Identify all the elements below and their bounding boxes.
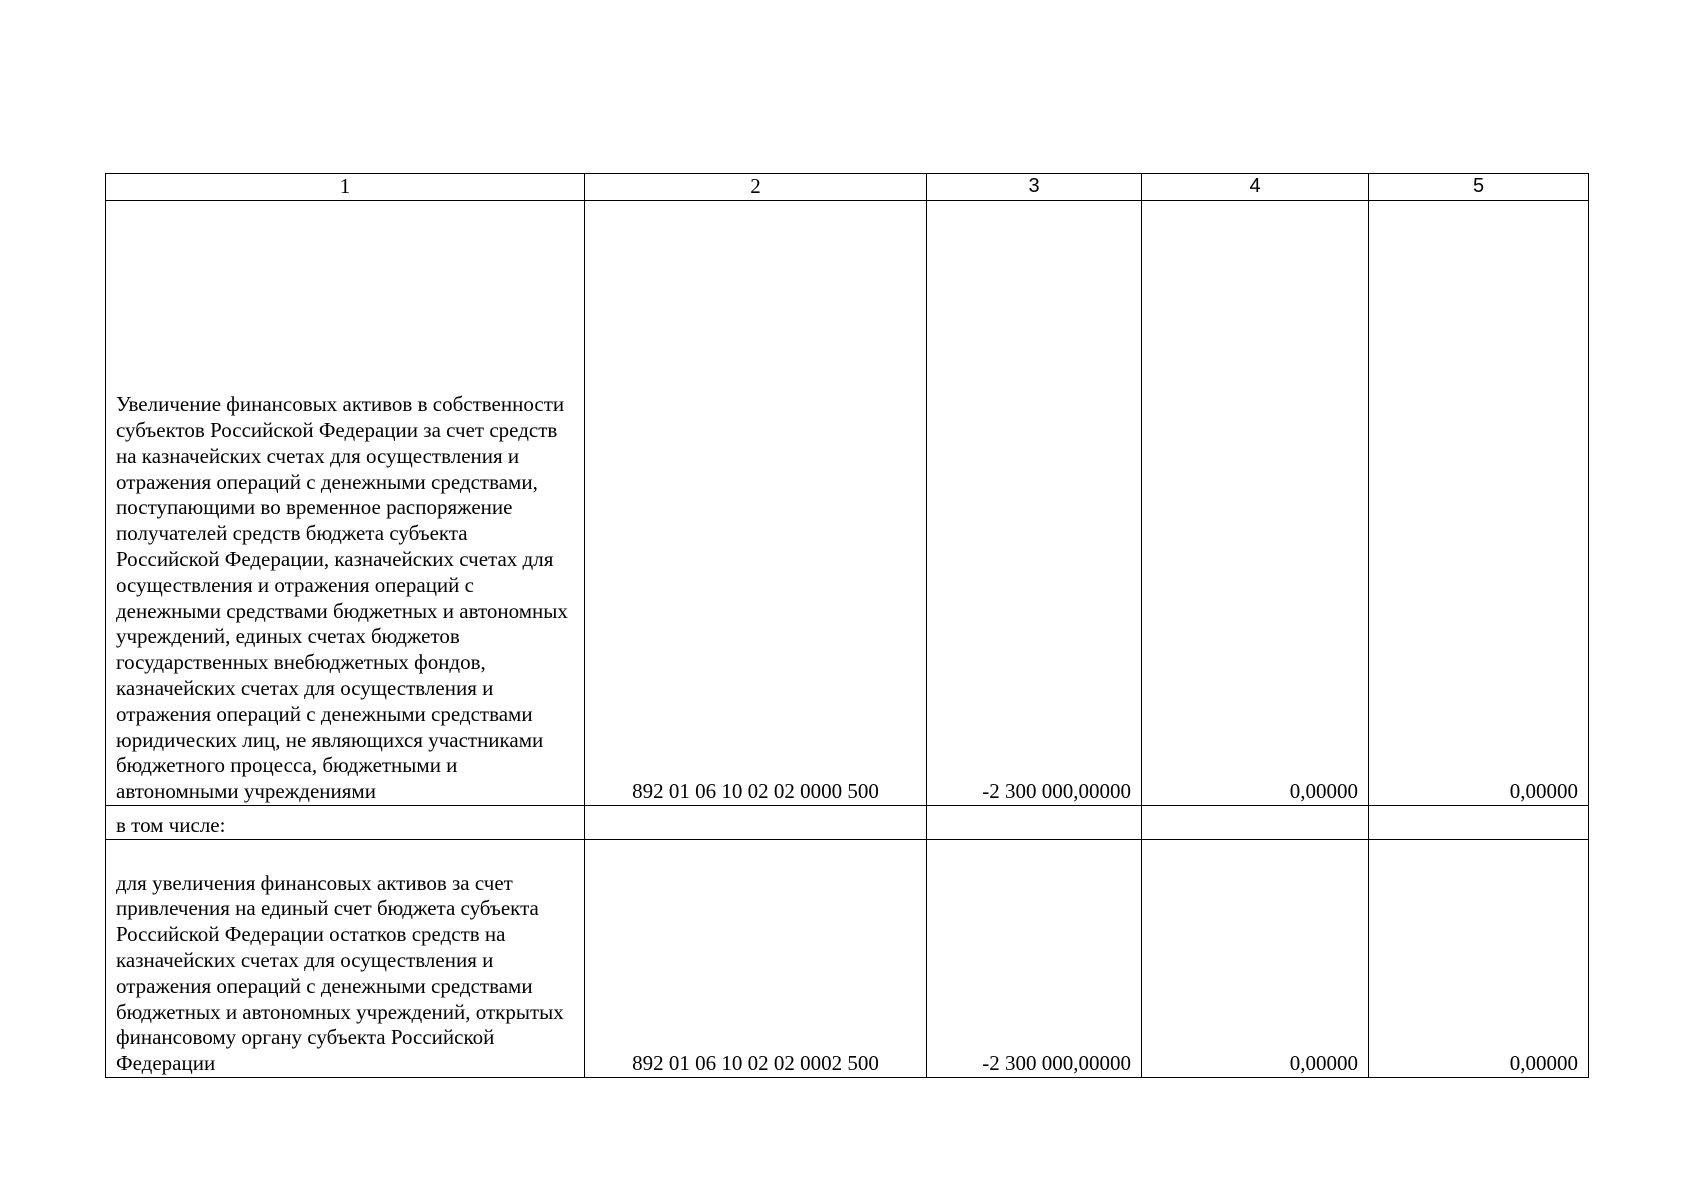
table-row	[106, 201, 1589, 806]
column-header-4: 4	[1142, 174, 1369, 201]
table-row	[106, 840, 1589, 1078]
column-header-1: 1	[106, 174, 585, 201]
table-row	[106, 806, 1589, 840]
row-description: для увеличения финансовых активов за счет привлечения на единый счет бюджета субъекта Российской Федерации остатков средств на казначейских счетах для осуществления и отражения операций с денежными средствами бюджетных и автономных учреждений, открытых финансовому органу субъекта Российской Федерации	[106, 840, 585, 1078]
row-value-col5	[1369, 806, 1589, 840]
row-value-col4	[1142, 806, 1369, 840]
row-value-col4: 0,00000	[1142, 840, 1369, 1078]
row-budget-code: 892 01 06 10 02 02 0000 500	[585, 201, 927, 806]
row-budget-code	[585, 806, 927, 840]
row-description: Увеличение финансовых активов в собственности субъектов Российской Федерации за счет средств на казначейских счетах для осуществления и отражения операций с денежными средствами, поступающими во временное распоряжение получателей средств бюджета субъекта Российской Федерации, казначейских счетах для осуществления и отражения операций с денежными средствами бюджетных и автономных учреждений, единых счетах бюджетов государственных внебюджетных фондов, казначейских счетах для осуществления и отражения операций с денежными средствами юридических лиц, не являющихся участниками бюджетного процесса, бюджетными и автономными учреждениями	[106, 201, 585, 806]
row-value-col3: -2 300 000,00000	[927, 840, 1142, 1078]
column-header-5: 5	[1369, 174, 1589, 201]
budget-table	[105, 173, 1589, 1078]
row-value-col3	[927, 806, 1142, 840]
column-header-3: 3	[927, 174, 1142, 201]
row-value-col3: -2 300 000,00000	[927, 201, 1142, 806]
row-description: в том числе:	[106, 806, 585, 840]
row-value-col5: 0,00000	[1369, 201, 1589, 806]
row-budget-code: 892 01 06 10 02 02 0002 500	[585, 840, 927, 1078]
header-row	[106, 174, 1589, 201]
row-value-col5: 0,00000	[1369, 840, 1589, 1078]
column-header-2: 2	[585, 174, 927, 201]
row-value-col4: 0,00000	[1142, 201, 1369, 806]
